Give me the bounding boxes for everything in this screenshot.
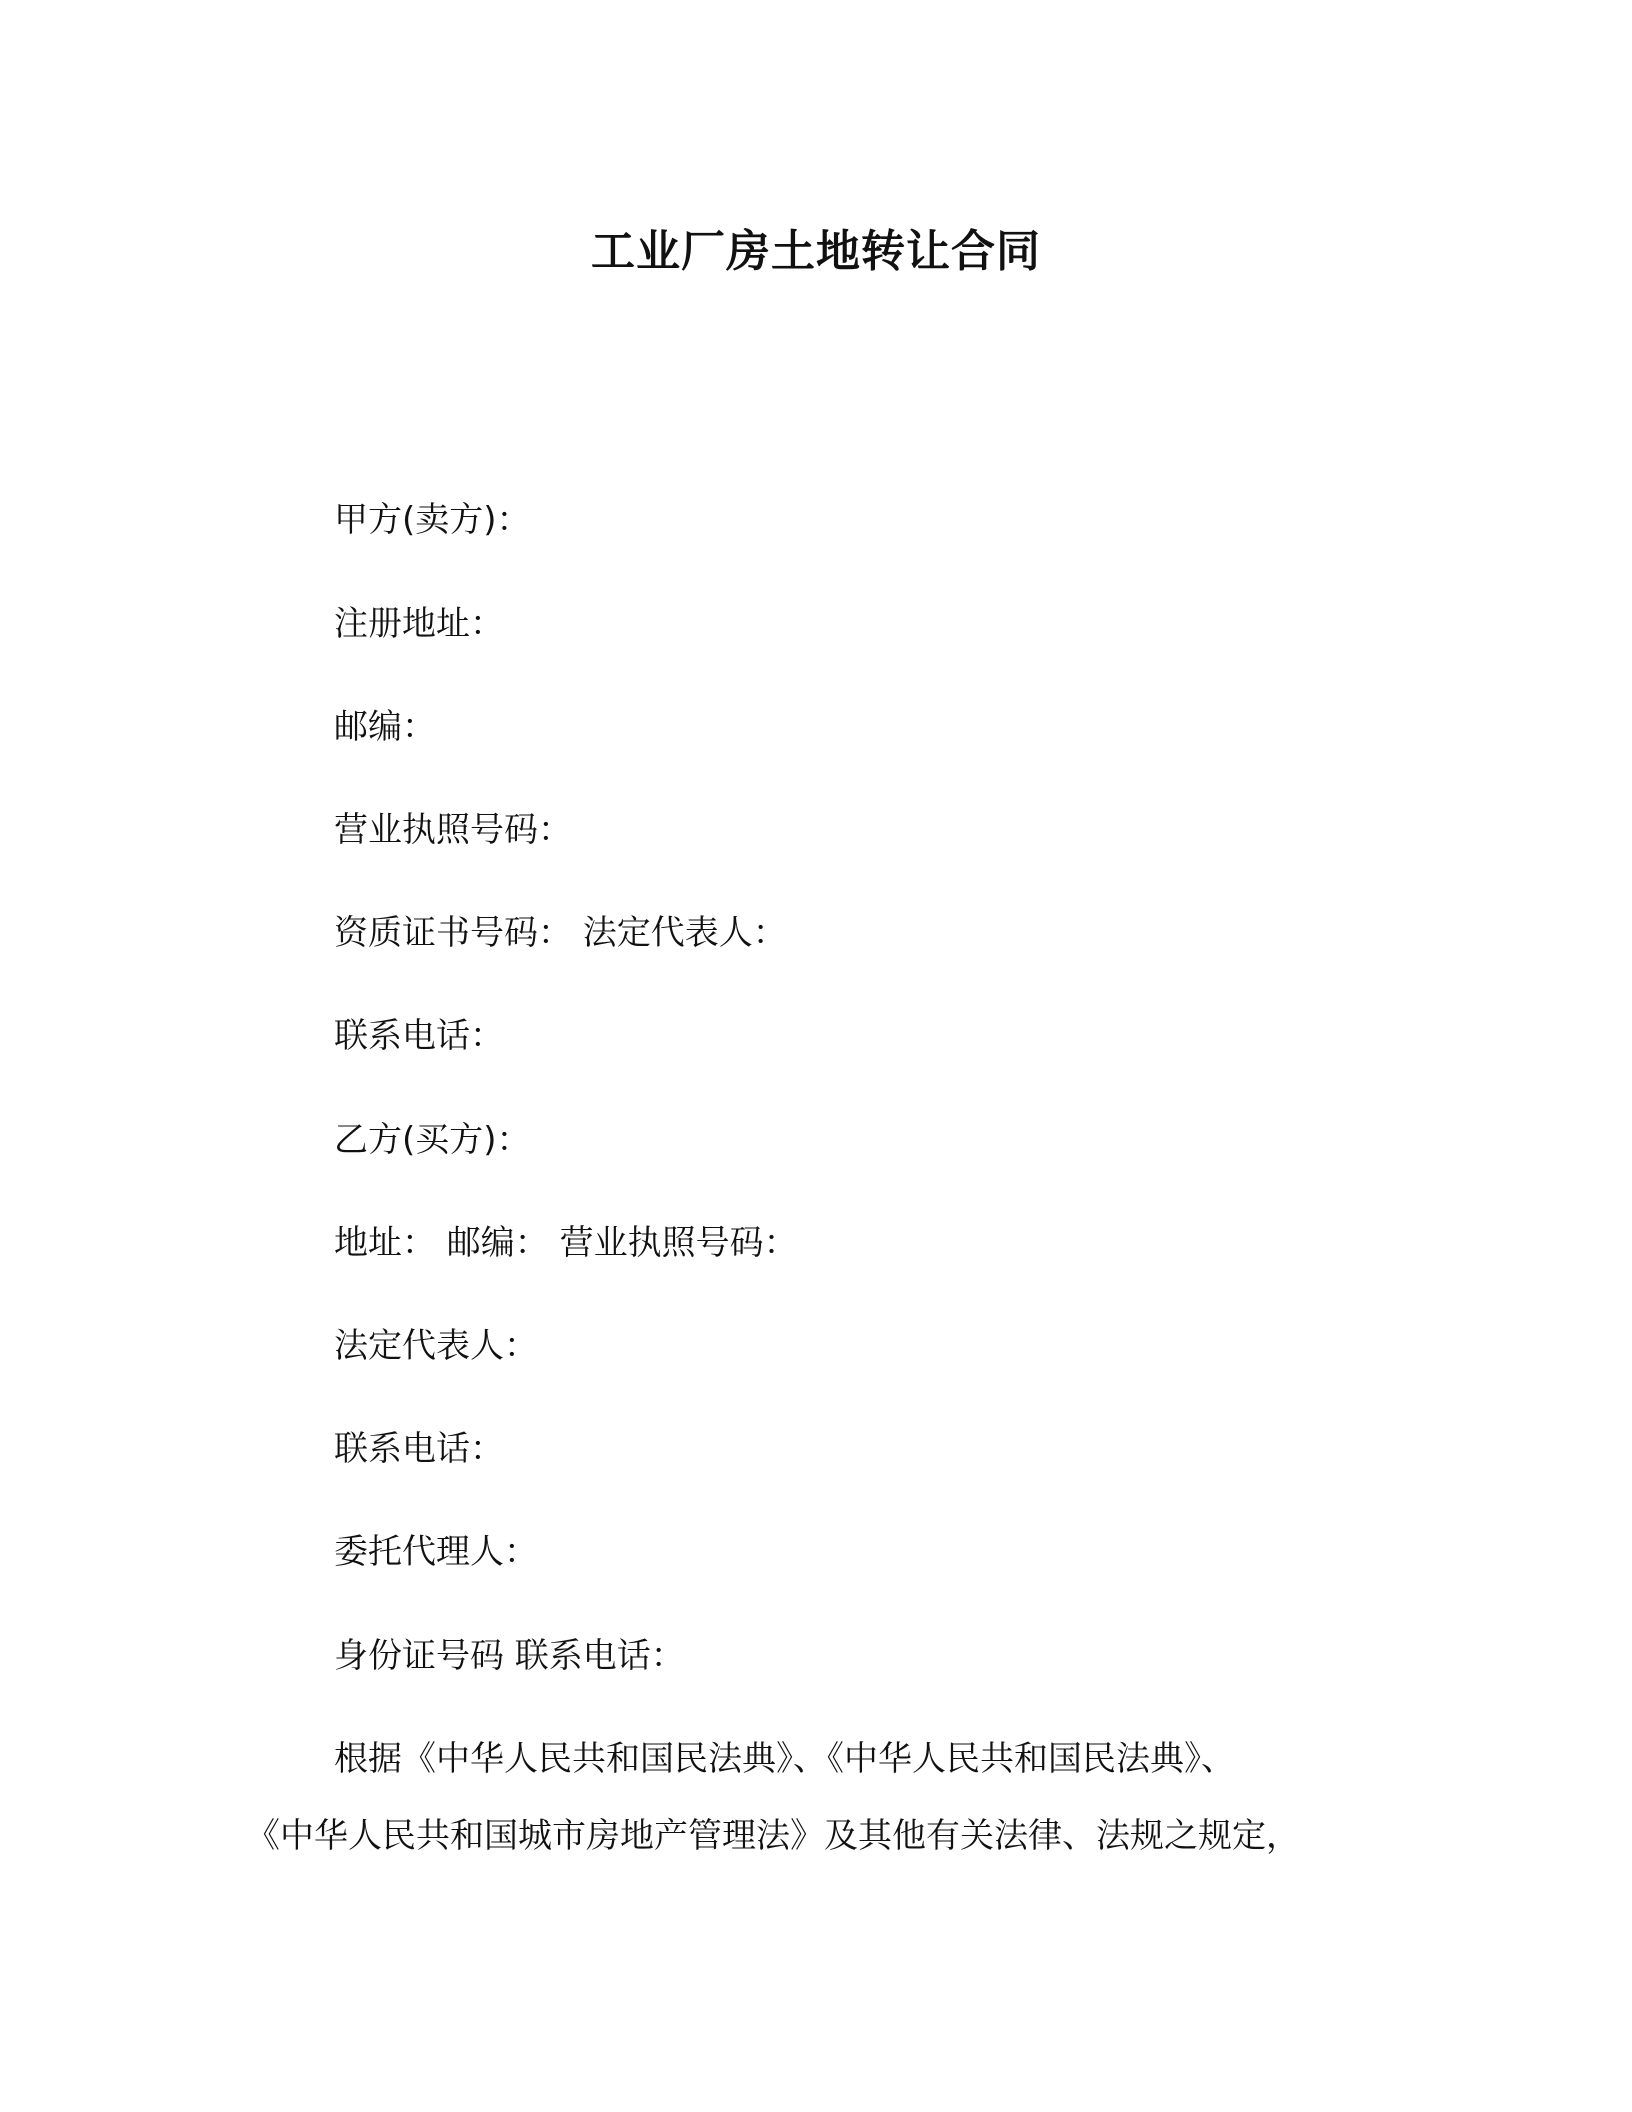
postal-code-field: 邮编： xyxy=(334,707,436,747)
party-a-seller-field: 甲方(卖方)： xyxy=(334,500,531,540)
legal-basis-paragraph-line2: 《中华人民共和国城市房地产管理法》及其他有关法律、法规之规定， xyxy=(246,1816,1300,1856)
party-a-phone-field: 联系电话： xyxy=(334,1016,504,1056)
party-b-legal-rep-field: 法定代表人： xyxy=(334,1326,538,1366)
qualification-legal-rep-field: 资质证书号码： 法定代表人： xyxy=(334,913,787,953)
party-b-buyer-field: 乙方(买方)： xyxy=(334,1120,531,1160)
document-title: 工业厂房土地转让合同 xyxy=(591,226,1041,277)
registered-address-field: 注册地址： xyxy=(334,604,504,644)
id-number-phone-field: 身份证号码 联系电话： xyxy=(334,1636,685,1676)
legal-basis-paragraph-line1: 根据《中华人民共和国民法典》、《中华人民共和国民法典》、 xyxy=(334,1739,1235,1779)
authorized-agent-field: 委托代理人： xyxy=(334,1532,538,1572)
party-b-address-postcode-license-field: 地址： 邮编： 营业执照号码： xyxy=(334,1223,798,1263)
business-license-field: 营业执照号码： xyxy=(334,810,572,850)
party-b-phone-field: 联系电话： xyxy=(334,1429,504,1469)
